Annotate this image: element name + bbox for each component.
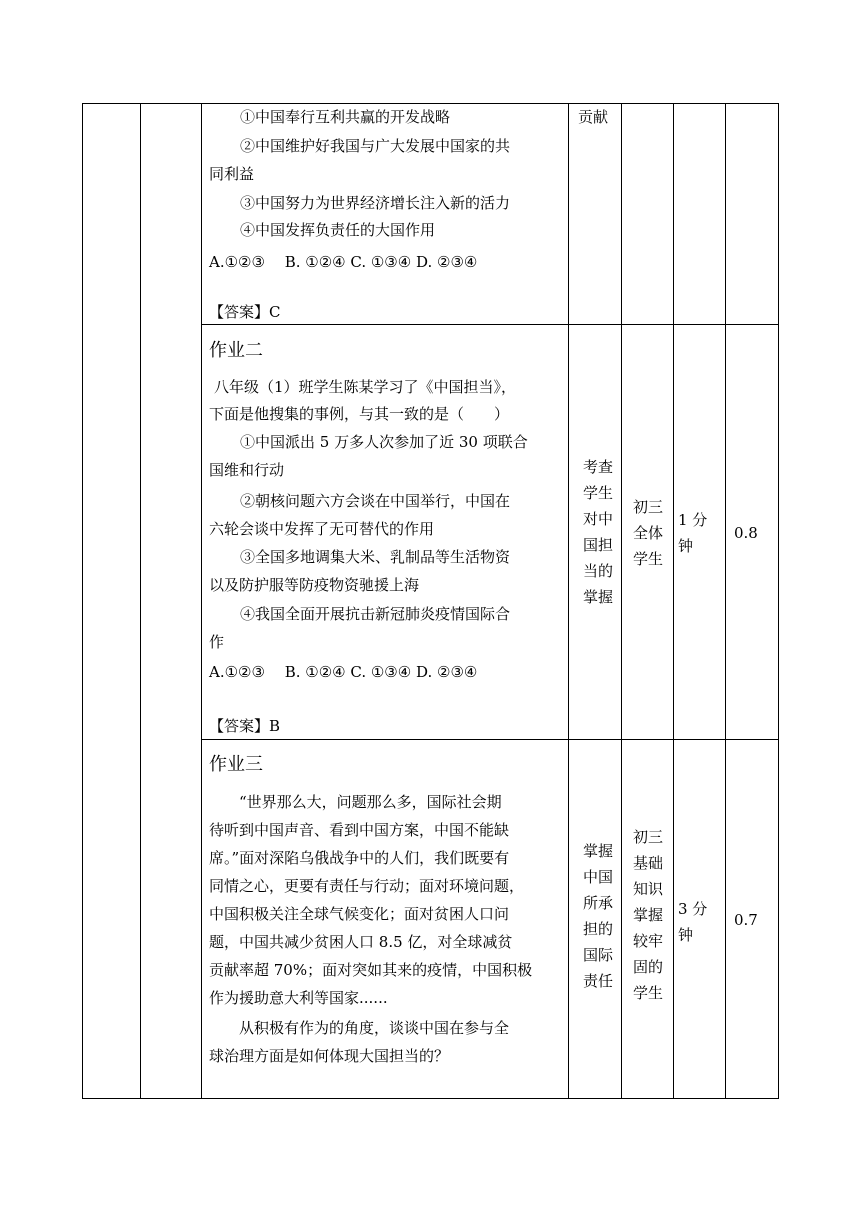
table-border-left [82, 103, 83, 1099]
question-intro: 八年级（1）班学生陈某学习了《中国担当》， [214, 378, 517, 396]
question-material: 贡献率超 70%；面对突如其来的疫情，中国积极 [209, 961, 533, 979]
row-divider [201, 739, 779, 740]
question-statement: ①中国派出 5 万多人次参加了近 30 项联合 [240, 433, 528, 451]
question-material: 题，中国共减少贫困人口 8.5 亿，对全球减贫 [209, 933, 513, 951]
column-divider [725, 103, 726, 1099]
time-cell: 3 分 钟 [678, 900, 708, 944]
table-border-bottom [82, 1098, 779, 1099]
question-statement: 以及防护服等防疫物资驰援上海 [209, 576, 420, 594]
question-statement: 国维和行动 [209, 461, 285, 479]
question-prompt: 从积极有作为的角度，谈谈中国在参与全 [209, 1019, 510, 1037]
question-material: 作为援助意大利等国家...... [209, 989, 388, 1007]
purpose-cell: 考查 学生 对中 国担 当的 掌握 [582, 458, 613, 606]
question-statement: ③全国多地调集大米、乳制品等生活物资 [240, 548, 511, 566]
question-statement: 同利益 [209, 165, 255, 183]
answer-key: 【答案】B [209, 717, 281, 735]
question-statement: ④我国全面开展抗击新冠肺炎疫情国际合 [240, 605, 511, 623]
row-divider [201, 324, 779, 325]
time-cell: 1 分 钟 [678, 511, 708, 555]
column-divider [673, 103, 674, 1099]
question-material: “世界那么大，问题那么多，国际社会期 [209, 793, 502, 811]
purpose-cell: 掌握 中国 所承 担的 国际 责任 [582, 842, 613, 990]
difficulty-cell: 0.7 [734, 911, 758, 929]
question-statement: ②朝核问题六方会谈在中国举行，中国在 [240, 492, 511, 510]
answer-options: A.①②③ B. ①②④ C. ①③④ D. ②③④ [209, 253, 478, 271]
question-prompt: 球治理方面是如何体现大国担当的？ [209, 1047, 450, 1065]
question-material: 同情之心，更要有责任与行动；面对环境问题， [209, 877, 525, 895]
answer-key: 【答案】C [209, 303, 281, 321]
question-statement: 作 [209, 633, 225, 651]
question-material: 中国积极关注全球气候变化；面对贫困人口问 [209, 905, 510, 923]
column-divider [140, 103, 141, 1099]
homework-title: 作业二 [209, 340, 263, 361]
question-statement: ④中国发挥负责任的大国作用 [240, 221, 436, 239]
answer-options: A.①②③ B. ①②④ C. ①③④ D. ②③④ [209, 663, 478, 681]
target-students-cell: 初三 全体 学生 [632, 498, 663, 568]
purpose-cell: 贡献 [578, 108, 609, 126]
difficulty-cell: 0.8 [734, 524, 758, 542]
question-intro: 下面是他搜集的事例，与其一致的是（ ） [209, 405, 510, 423]
question-statement: ②中国维护好我国与广大发展中国家的共 [240, 137, 511, 155]
question-material: 待听到中国声音、看到中国方案，中国不能缺 [209, 821, 510, 839]
column-divider [568, 103, 569, 1099]
target-students-cell: 初三 基础 知识 掌握 较牢 固的 学生 [632, 828, 663, 1002]
table-border-top [82, 103, 779, 104]
question-statement: ①中国奉行互利共赢的开发战略 [240, 108, 451, 126]
homework-title: 作业三 [209, 754, 263, 775]
column-divider [201, 103, 202, 1099]
table-border-right [778, 103, 779, 1099]
question-statement: 六轮会谈中发挥了无可替代的作用 [209, 520, 435, 538]
question-material: 席。”面对深陷乌俄战争中的人们，我们既要有 [209, 849, 510, 867]
question-statement: ③中国努力为世界经济增长注入新的活力 [240, 194, 511, 212]
